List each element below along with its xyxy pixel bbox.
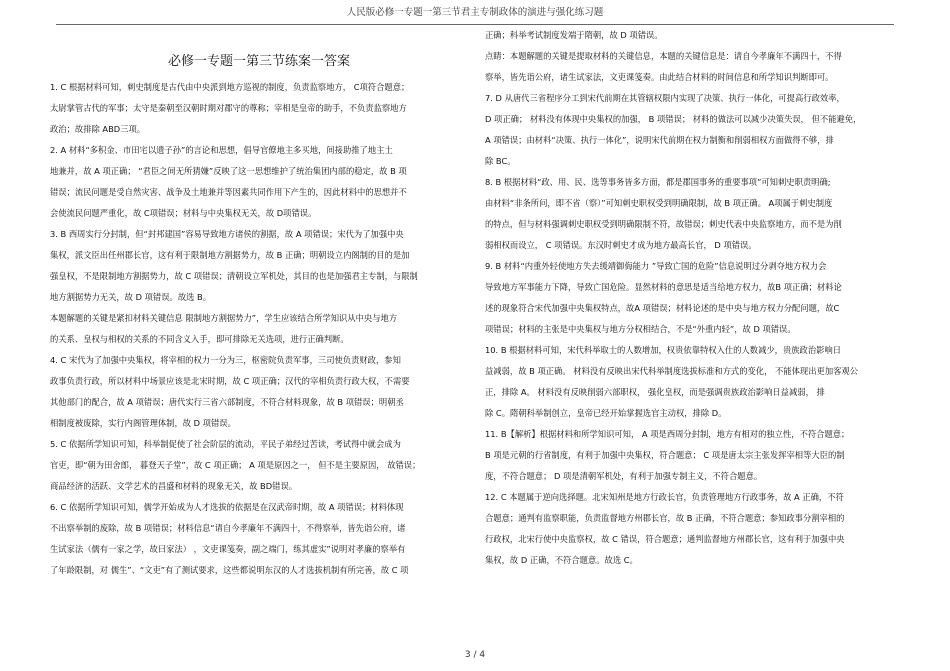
answer-line: 合题意；通判有监察职能，负责监督地方州郡长官，故 B 正确，不符合题意；参知政事分割宰相的 [485,512,845,523]
answer-line: 相制度被废除，实行内阁管理体制，故 D 项错误。 [50,417,236,428]
answer-line: 察举，皆先诣公府，诸生试家法，文吏课笺奏。由此结合材料的时间信息和所学知识判断即可。 [485,71,834,82]
answer-line: 集权，派文臣出任州郡长官，这有利于限制地方割据势力，故 B 正确；明朝设立内阁制的目的是加 [50,249,410,260]
answer-line: 除 C。隋朝科举制创立，皇帝已经开始掌握选官主动权，排除 D。 [485,407,727,418]
answer-item [50,229,468,345]
answer-line: 3. B 西周实行分封制，但“封邦建国”容易导致地方诸侯的割据，故 A 项错误；宋代为了加强中央 [50,228,404,239]
answer-item [485,261,903,335]
answer-line: 会使流民问题严重化，故 C项错误；材料与中央集权无关，故 D项错误。 [50,207,317,218]
answer-line: 政治；故排除 ABD三项。 [50,123,146,134]
answer-line: 1. C 根据材料可知，刺史制度是古代由中央派到地方巡视的制度，负责监察地方， C项符合题意； [50,82,410,92]
answer-line: 太尉掌管古代的军事；太守是秦朝至汉朝时期对郡守的尊称；宰相是皇帝的助手，不负责监察地方 [50,102,407,113]
answer-line: 生试家法（儒有一家之学，故曰家法） ，文吏课笺奏，副之端门，练其虚实”说明对孝廉的察举有 [50,543,406,554]
right-column [485,30,903,576]
page-number: 3 / 4 [464,650,486,660]
answer-item [485,177,903,251]
left-column [50,30,468,586]
answer-item [50,439,468,492]
answer-line: 的关系、皇权与相权的关系的不同含义入手，即可排除无关选项，进行正确判断。 [50,333,349,344]
answer-line: 2. A 材料“多积金、市田宅以遗子孙”的言论和思想，倡导官僚地主多买地，间接助推了地主土 [50,144,393,155]
answer-item [50,82,468,135]
answer-line: A 项错误；由材料“决策、执行一体化”，说明宋代前期在权力制衡和削弱相权方面做得不够，排 [485,134,834,145]
answer-line: 正确；科举考试制度发端于隋朝，故 D 项错误。 [485,30,663,40]
answer-line: 项错误；材料的主张是中央集权与地方分权相结合，不是“外重内轻”，故 D 项错误。 [485,323,796,334]
answer-line: 地兼并，故 A 项正确； “君臣之间无所猜嫌”反映了这一思想维护了统治集团内部的稳定，故 B 项 [50,165,407,176]
answer-line: 商品经济的活跃、文学艺术的昌盛和材料的现象无关，故 BD错误。 [50,480,298,491]
answer-line: 6. C 依据所学知识可知，儒学开始成为人才选拔的依据是在汉武帝时期，故 A 项错误；材料体现 [50,501,404,512]
answer-item [485,429,903,482]
answer-line: 错误；流民问题是受自然灾害、战争及土地兼并等因素共同作用下产生的，因此材料中的思想并不 [50,186,407,197]
answer-item [50,502,468,576]
answer-line: 述的现象符合宋代加强中央集权特点，故A 项错误；材料论述的是中央与地方权力分配问题，故C [485,302,840,313]
answer-line: 12. C 本题属于逆向选择题。北宋知州是地方行政长官，负责管理地方行政事务，故 A 正确，不符 [485,491,844,502]
answer-line: D 项正确； 材料没有体现中央集权的加强， B 项错误； 材料的做法可以减少决策失误， 但不能避免， [485,113,862,124]
answer-line: 其他部门的配合，故 A 项错误；唐代实行三省六部制度，不符合材料现象，故 B 项错误；明朝丞 [50,396,404,407]
answer-item [50,145,468,219]
answer-item [485,345,903,419]
answer-line: 强皇权，不是限制地方割据势力，故 C 项错误；清朝设立军机处，其目的也是加强君主专制，与限制 [50,270,418,281]
answer-line: 导致地方军事能力下降，导致亡国危险。显然材料的意思是适当给地方权力，故B 项正确；材料论 [485,281,842,292]
answer-line: 政事负责行政，所以材料中场景应该是北宋时期，故 C 项正确；汉代的宰相负责行政大权，不需要 [50,375,410,386]
header-rule [56,24,894,25]
answer-line: 11. B【解析】根据材料和所学知识可知， A 项是西周分封制，地方有相对的独立性，不符合题意； [485,428,850,439]
answer-line: 行政权，北宋行使中央监察权，故 C 错误，符合题意；通判监督地方州郡长官，这有利于加强中央 [485,533,845,544]
running-header: 人民版必修一专题一第三节君主专制政体的演进与强化练习题 [346,7,604,18]
answer-line: 由材料“非条所问，即不省（察）”可知刺史职权受到明确限制，故 B 项正确。 A项属于刺史制度 [485,197,833,208]
right-column-body [485,30,903,565]
answer-item [485,492,903,566]
answer-line: 8. B 根据材料“政、用、民、选等事务皆多方面，都是郡国事务的重要事项”可知刺史职责明确; [485,176,831,187]
answer-item [485,93,903,167]
answer-item [50,355,468,429]
answer-line: 10. B 根据材料可知，宋代科举取士的人数增加，权贵依靠特权入仕的人数减少，贵族政治影响日 [485,344,842,355]
answer-line: 官吏，即“朝为田舍郎， 暮登天子堂”，故 C 项正确； A 项是原因之一， 但不是主要原因， 故错误； [50,459,421,470]
answer-line: 9. B 材料“内重外轻使地方失去缓靖御侮能力 ”导致亡国的危险”信息说明过分剥夺地方权力会 [485,260,827,271]
answer-line: 除 BC。 [485,155,516,166]
answer-line: 点睛：本题解题的关键是提取材料的关键信息，本题的关键信息是：请自今孝廉年不满四十，不得 [485,50,842,61]
answer-line: 度，不符合题意； D 项是清朝军机处，有利于加强专制主义，不符合题意。 [485,470,763,481]
answer-line: 益减弱，故 B 项正确。 材料没有反映出宋代科举制度选拔标准和方式的变化， 不能体现出更加客观公 [485,365,859,376]
answer-item [485,30,903,83]
answer-line: 正，排除 A。 材料没有反映削弱六部职权， 强化皇权，而是强调贵族政治影响日益减弱， 排 [485,386,825,397]
answer-line: 集权，故 D 正确，不符合题意。故选 C。 [485,554,638,565]
answer-line: 的特点，但与材料强调刺史职权受到明确限制不符，故错误；刺史代表中央监察地方，而不是为削 [485,218,842,229]
answer-line: 5. C 依据所学知识可知，科举制促使了社会阶层的流动，平民子弟经过苦读，考试得中就会成为 [50,438,401,449]
answer-line: 本题解题的关键是紧扣材料关键信息 限制地方割据势力”，学生应该结合所学知识从中央与地方 [50,312,398,323]
answer-line: 不出察举制的废除，故 B 项错误；材料信息“请自今孝廉年不满四十，不得察举，皆先诣公府，诸 [50,522,406,533]
left-column-body [50,82,468,575]
answer-line: 地方割据势力无关，故 D 项错误。故选 B。 [50,291,212,302]
answer-line: 7. D 从唐代三省程序分工到宋代前期在其管辖权限内实现了决策、执行一体化，可提高行政效率， [485,92,845,103]
answer-line: 弱相权而设立， C 项错误。东汉时刺史才成为地方最高长官， D 项错误。 [485,239,757,250]
page-title: 必修一专题一第三节练案一答案 [167,54,350,69]
answer-line: 了年龄限制，对 儒生”、“文吏”有了测试要求，这些都说明东汉的人才选拔机制有所完善，故 C 项 [50,564,409,575]
answer-line: 4. C 宋代为了加强中央集权，将宰相的权力一分为三，枢密院负责军事，三司使负责财政，参知 [50,354,401,365]
answer-line: B 项是元朝的行省制度，有利于加强中央集权，符合题意； C 项是唐太宗主张发挥宰相等大臣的制 [485,449,845,460]
